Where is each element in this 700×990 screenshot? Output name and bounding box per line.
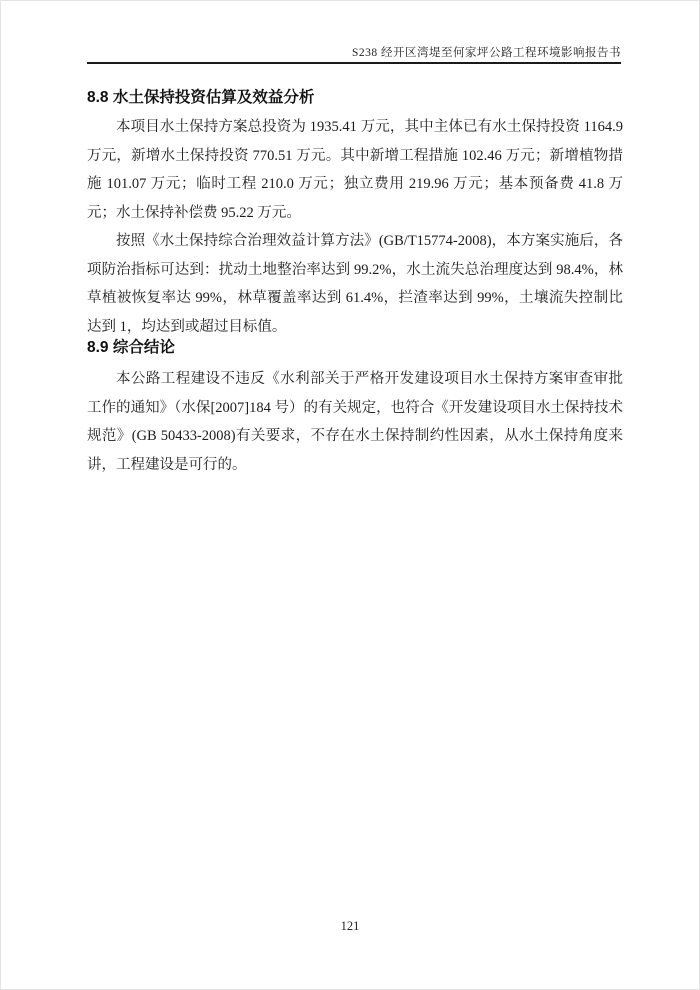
page-content [87,81,623,479]
header-rule [87,62,621,64]
page-number: 121 [340,919,360,933]
section-heading-8-9: 8.9 综合结论 [87,339,175,356]
paragraph-conclusion: 本公路工程建设不违反《水利部关于严格开发建设项目水土保持方案审查审批工作的通知》（水保[2007]184 号）的有关规定，也符合《开发建设项目水土保持技术规范》(GB 50433-2008)有关要求，不存在水土保持制约性因素，从水土保持角度来讲，工程建设是可行的。 [87,371,623,473]
section-heading-8-8: 8.8 水土保持投资估算及效益分析 [87,89,315,106]
paragraph-investment-summary: 本项目水土保持方案总投资为 1935.41 万元，其中主体已有水土保持投资 1164.9 万元，新增水土保持投资 770.51 万元。其中新增工程措施 102.46 万元；新增植物措施 101.07 万元；临时工程 210.0 万元；独立费用 219.96 万元；基本预备费 41.8 万元；水土保持补偿费 95.22 万元。 [87,119,623,221]
running-header: S238 经开区湾堤至何家坪公路工程环境影响报告书 [351,47,621,59]
paragraph-benefit-indicators: 按照《水土保持综合治理效益计算方法》(GB/T15774-2008)，本方案实施后，各项防治指标可达到：扰动土地整治率达到 99.2%，水土流失总治理度达到 98.4%，林草植被恢复率达 99%，林草覆盖率达到 61.4%，拦渣率达到 99%，土壤流失控制比达到 1，均达到或超过目标值。 [87,233,623,335]
